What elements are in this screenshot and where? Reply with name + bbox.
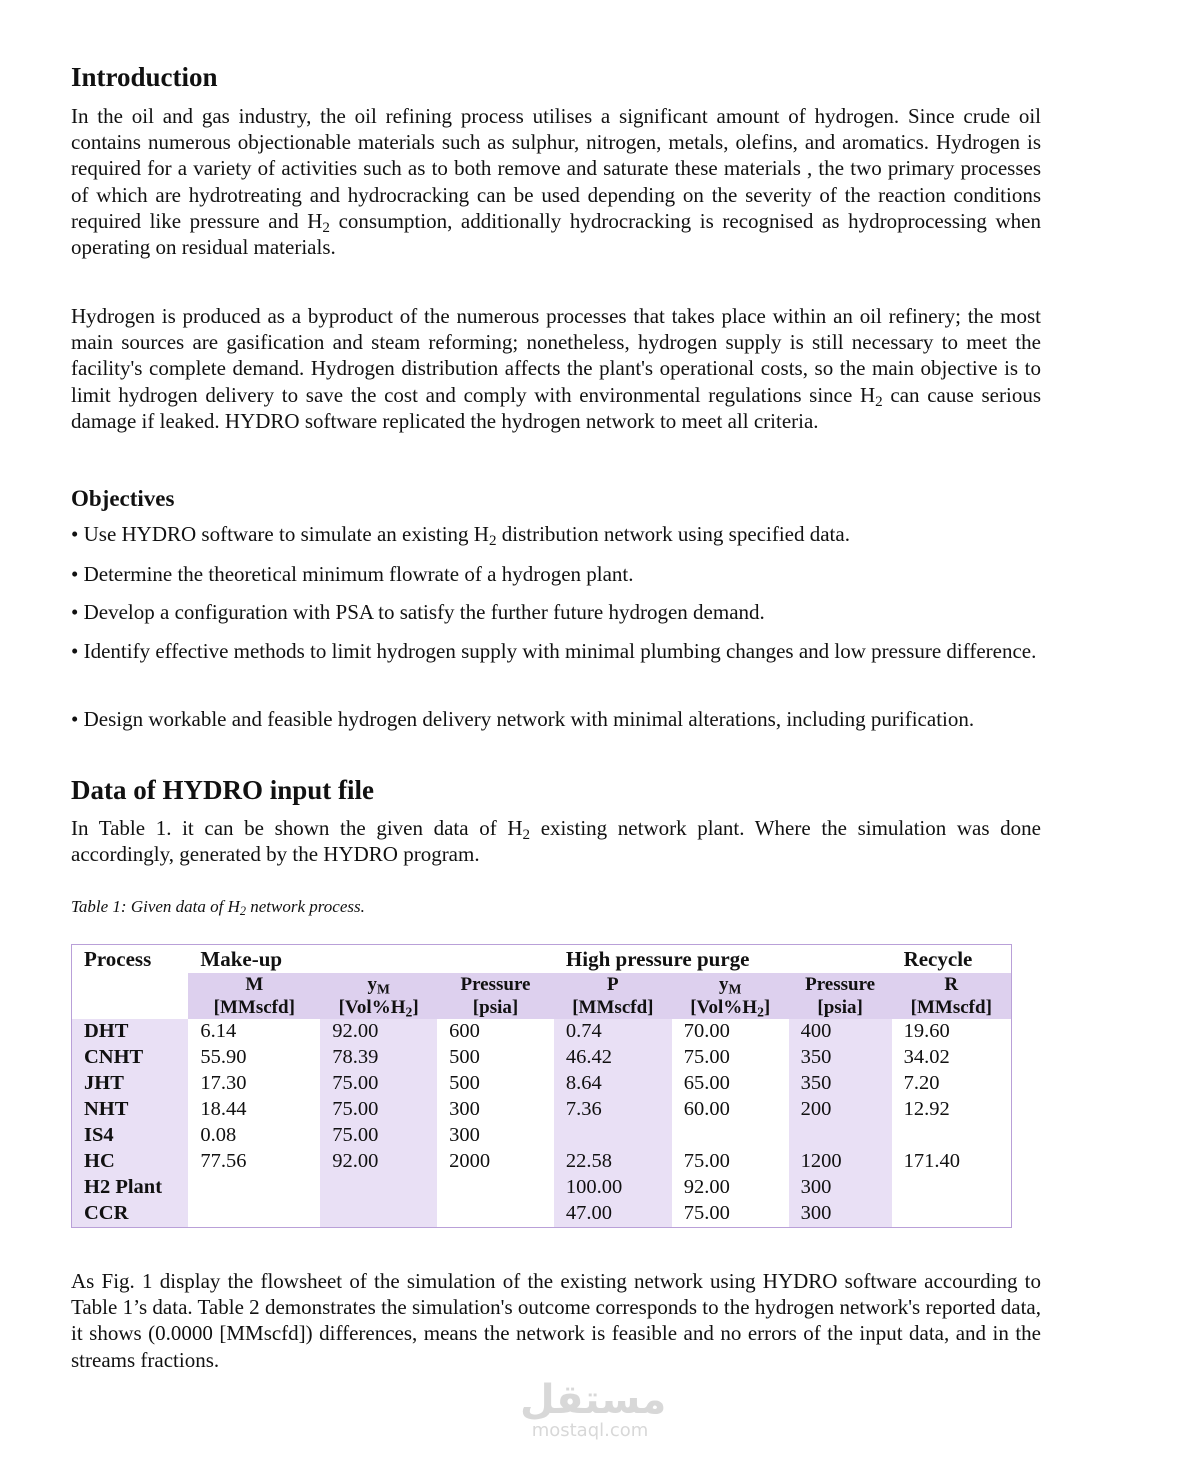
table-cell-pp — [789, 1123, 892, 1149]
table-cell-pp: 300 — [789, 1201, 892, 1228]
table-cell-yp: 65.00 — [683, 1072, 730, 1094]
table-cell-p: 47.00 — [554, 1201, 672, 1228]
table-cell-process: HC — [72, 1149, 189, 1175]
objectives-heading: Objectives — [71, 486, 175, 511]
table-cell-yp: 75.00 — [683, 1046, 730, 1068]
header-high-pressure-purge: High pressure purge — [565, 947, 750, 971]
header-purge-pressure: Pressure [psia] — [789, 973, 892, 1019]
objective-bullet-2: • Determine the theoretical minimum flowrate of a hydrogen plant. — [71, 562, 634, 586]
table-cell-process: DHT — [72, 1019, 189, 1045]
header-R: R [MMscfd] — [892, 973, 1012, 1019]
table-cell-process: CCR — [72, 1201, 189, 1228]
intro-paragraph-2: Hydrogen is produced as a byproduct of the numerous processes that takes place within an oil refinery; the most main sources are gasification and steam reforming; nonetheless, hydrogen supply is still necessary to meet the facility's complete demand. Hydrogen distribution affects the plant's operational costs, so the main objective is to limit hydrogen delivery to save the cost and comply with environmental regulations since $H_2$ can cause serious damage if leaked. HYDRO software replicated the hydrogen network to meet all criteria. — [71, 304, 1041, 433]
introduction-heading: Introduction — [71, 62, 218, 92]
table-cell-yp: 70.00 — [683, 1020, 730, 1042]
objective-bullet-3: • Develop a configuration with PSA to satisfy the further future hydrogen demand. — [71, 600, 765, 624]
table-cell-process: JHT — [72, 1071, 189, 1097]
closing-paragraph: As Fig. 1 display the flowsheet of the simulation of the existing network using HYDRO software accourding to Table 1’s data. Table 2 demonstrates the simulation's outcome corresponds to the hydrogen network's reported data, it shows (0.0000 [MMscfd]) differences, means the network is feasible and no errors of the input data, and in the streams fractions. — [71, 1269, 1041, 1372]
table-cell-r — [892, 1175, 1012, 1201]
table-cell-m: 17.30 — [200, 1072, 247, 1094]
table-cell-ym: 92.00 — [320, 1149, 437, 1175]
table-row — [72, 1149, 1012, 1175]
table-cell-r — [892, 1123, 1012, 1149]
table-cell-yp: 75.00 — [683, 1202, 730, 1224]
table-cell-process: CNHT — [72, 1045, 189, 1071]
table-cell-m — [188, 1175, 320, 1201]
mostaql-watermark — [520, 1377, 667, 1441]
objective-bullet-5: • Design workable and feasible hydrogen delivery network with minimal alterations, including purification. — [71, 707, 975, 731]
table-cell-yp — [672, 1123, 789, 1149]
header-P: P [MMscfd] — [554, 973, 672, 1019]
table-cell-pp: 400 — [789, 1019, 892, 1045]
table-cell-r: 19.60 — [903, 1020, 950, 1042]
table-cell-m: 18.44 — [200, 1098, 247, 1120]
table-cell-pp: 300 — [789, 1175, 892, 1201]
table-cell-mp: 600 — [449, 1020, 480, 1042]
table-cell-process: NHT — [72, 1097, 189, 1123]
table-cell-ym: 75.00 — [320, 1071, 437, 1097]
table-cell-mp: 2000 — [449, 1150, 491, 1172]
table-cell-m: 55.90 — [200, 1046, 247, 1068]
header-empty-cell — [72, 973, 189, 1019]
table-row — [72, 1097, 1012, 1123]
table-row — [72, 1175, 1012, 1201]
header-yM: $y_M$ $[Vol\%H_2]$ — [320, 973, 437, 1019]
table-row — [72, 1123, 1012, 1149]
table-cell-p: 22.58 — [554, 1149, 672, 1175]
table-cell-mp — [437, 1175, 554, 1201]
table-cell-yp: 60.00 — [683, 1098, 730, 1120]
table-cell-m: 77.56 — [200, 1150, 247, 1172]
table-cell-yp: 92.00 — [683, 1176, 730, 1198]
table-cell-process: IS4 — [72, 1123, 189, 1149]
table-row — [72, 1071, 1012, 1097]
header-recycle: Recycle — [903, 947, 973, 971]
header-M: M [MMscfd] — [188, 973, 320, 1019]
table-cell-p: 8.64 — [554, 1071, 672, 1097]
data-section-paragraph: In Table 1. it can be shown the given data of $H_2$ existing network plant. Where the simulation was done accordingly, generated by the HYDRO program. — [71, 816, 1041, 867]
table-cell-pp: 350 — [789, 1071, 892, 1097]
table-cell-ym: 75.00 — [320, 1097, 437, 1123]
table-row — [72, 1045, 1012, 1071]
table-cell-p: 7.36 — [554, 1097, 672, 1123]
table-row — [72, 1201, 1012, 1228]
watermark-logo: مستقل — [520, 1377, 667, 1423]
table-cell-p: 0.74 — [554, 1019, 672, 1045]
header-makeup: Make-up — [200, 947, 283, 971]
objective-bullet-4: • Identify effective methods to limit hydrogen supply with minimal plumbing changes and low pressure difference. — [71, 639, 1037, 663]
table-cell-mp: 500 — [449, 1046, 480, 1068]
table-cell-m — [188, 1201, 320, 1228]
table-caption: Table 1: Given data of $H_2$ network process. — [71, 897, 365, 919]
data-section-heading: Data of HYDRO input file — [71, 775, 374, 805]
table-cell-mp: 500 — [449, 1072, 480, 1094]
hydrogen-network-table — [71, 944, 1012, 1228]
table-unit-header-row — [72, 973, 1012, 1019]
table-cell-m: 6.14 — [200, 1020, 237, 1042]
table-cell-r: 12.92 — [903, 1098, 950, 1120]
table-cell-r: 34.02 — [903, 1046, 950, 1068]
table-cell-p: 46.42 — [554, 1045, 672, 1071]
table-cell-p: 100.00 — [554, 1175, 672, 1201]
table-cell-r: 171.40 — [903, 1150, 960, 1172]
table-cell-mp — [437, 1201, 554, 1228]
table-group-header-row — [72, 945, 1012, 974]
intro-paragraph-1: In the oil and gas industry, the oil refining process utilises a significant amount of hydrogen. Since crude oil contains numerous objectionable materials such as sulphur, nitrogen, metals, olefins, and aromatics. Hydrogen is required for a variety of activities such as to both remove and saturate these materials , the two primary processes of which are hydrotreating and hydrocracking can be used depending on the severity of the reaction conditions required like pressure and $H_2$ consumption, additionally hydrocracking is recognised as hydroprocessing when operating on residual materials. — [71, 104, 1041, 260]
header-process: Process — [84, 947, 152, 971]
table-cell-process: H2 Plant — [72, 1175, 189, 1201]
header-makeup-pressure: Pressure [psia] — [437, 973, 554, 1019]
table-cell-m: 0.08 — [200, 1124, 237, 1146]
table-cell-yp: 75.00 — [683, 1150, 730, 1172]
table-cell-p — [554, 1123, 672, 1149]
table-cell-mp: 300 — [449, 1098, 480, 1120]
header-purge-yM: $y_M$ $[Vol\%H_2]$ — [672, 973, 789, 1019]
table-row — [72, 1019, 1012, 1045]
watermark-text: mostaql.com — [531, 1420, 649, 1441]
table-cell-ym — [320, 1175, 437, 1201]
table-cell-r: 7.20 — [903, 1072, 940, 1094]
table-cell-pp: 200 — [789, 1097, 892, 1123]
table-cell-ym: 92.00 — [320, 1019, 437, 1045]
table-cell-pp: 350 — [789, 1045, 892, 1071]
table-cell-mp: 300 — [449, 1124, 480, 1146]
table-cell-ym — [320, 1201, 437, 1228]
objective-bullet-1: • Use HYDRO software to simulate an existing $H_2$ distribution network using specified data. — [71, 522, 850, 549]
table-cell-ym: 78.39 — [320, 1045, 437, 1071]
table-cell-r — [892, 1201, 1012, 1228]
table-body — [72, 1019, 1012, 1228]
table-cell-ym: 75.00 — [320, 1123, 437, 1149]
table-cell-pp: 1200 — [789, 1149, 892, 1175]
